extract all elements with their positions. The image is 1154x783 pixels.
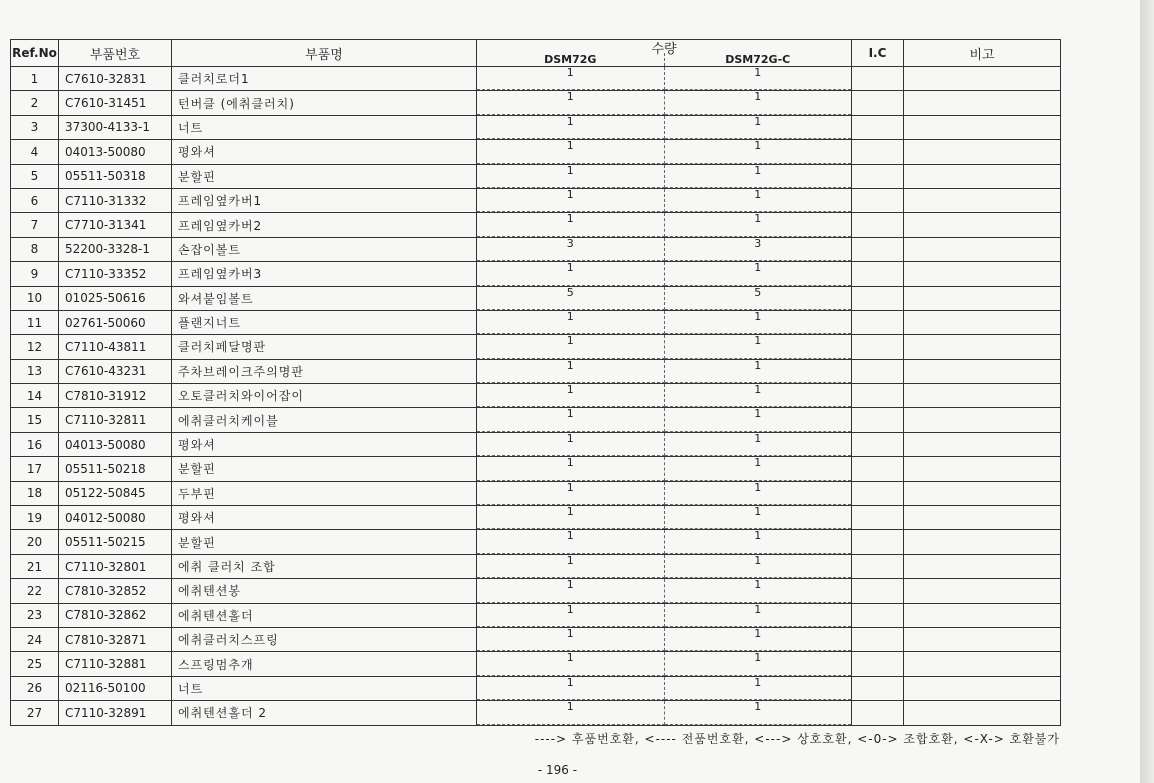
ref-number: 2	[11, 91, 59, 115]
table-row	[11, 359, 1061, 383]
remarks-cell	[904, 164, 1061, 188]
ic-cell	[852, 676, 904, 700]
part-name: 스프링멈추개	[172, 652, 477, 676]
qty-dsm72g-c: 1	[665, 604, 852, 627]
qty-dsm72g-c: 1	[665, 262, 852, 285]
remarks-cell	[904, 286, 1061, 310]
table-row	[11, 603, 1061, 627]
part-number: C7610-31451	[59, 91, 172, 115]
ref-number: 5	[11, 164, 59, 188]
table-row	[11, 164, 1061, 188]
ic-cell	[852, 627, 904, 651]
qty-dsm72g: 1	[477, 262, 665, 285]
header-part-name: 부품명	[172, 40, 477, 67]
remarks-cell	[904, 579, 1061, 603]
qty-dsm72g: 1	[477, 457, 665, 480]
qty-dsm72g: 1	[477, 165, 665, 188]
qty-dsm72g-c: 1	[665, 628, 852, 651]
part-name: 분할핀	[172, 164, 477, 188]
part-number: 37300-4133-1	[59, 115, 172, 139]
remarks-cell	[904, 481, 1061, 505]
qty-dsm72g-c: 1	[665, 335, 852, 358]
qty-dsm72g: 1	[477, 67, 665, 90]
ref-number: 4	[11, 140, 59, 164]
ic-cell	[852, 481, 904, 505]
ic-cell	[852, 530, 904, 554]
part-name: 에취텐션홀더	[172, 603, 477, 627]
parts-table-body	[11, 67, 1061, 726]
part-name: 평와셔	[172, 140, 477, 164]
ic-cell	[852, 91, 904, 115]
ref-number: 27	[11, 701, 59, 725]
qty-dsm72g: 1	[477, 360, 665, 383]
ic-cell	[852, 188, 904, 212]
qty-dsm72g: 3	[477, 238, 665, 261]
table-row	[11, 506, 1061, 530]
ref-number: 22	[11, 579, 59, 603]
part-name: 너트	[172, 676, 477, 700]
quantity-cell	[477, 335, 852, 359]
quantity-cell	[477, 676, 852, 700]
table-row	[11, 286, 1061, 310]
ic-cell	[852, 408, 904, 432]
ref-number: 18	[11, 481, 59, 505]
quantity-label: 수량	[651, 42, 677, 57]
part-name: 프레임옆카버1	[172, 188, 477, 212]
remarks-cell	[904, 384, 1061, 408]
part-name: 플랜지너트	[172, 310, 477, 334]
remarks-cell	[904, 188, 1061, 212]
quantity-cell	[477, 701, 852, 725]
part-number: C7110-31332	[59, 188, 172, 212]
quantity-cell	[477, 91, 852, 115]
qty-dsm72g-c: 1	[665, 677, 852, 700]
table-row	[11, 67, 1061, 91]
part-number: C7810-31912	[59, 384, 172, 408]
qty-dsm72g-c: 1	[665, 530, 852, 553]
remarks-cell	[904, 310, 1061, 334]
remarks-cell	[904, 530, 1061, 554]
qty-dsm72g: 1	[477, 433, 665, 456]
header-part-number: 부품번호	[59, 40, 172, 67]
ref-number: 17	[11, 457, 59, 481]
remarks-cell	[904, 91, 1061, 115]
header-model-dsm72g-c: DSM72G-C	[664, 53, 852, 66]
ref-number: 9	[11, 262, 59, 286]
quantity-cell	[477, 627, 852, 651]
part-number: 52200-3328-1	[59, 237, 172, 261]
table-row	[11, 481, 1061, 505]
part-number: C7110-32811	[59, 408, 172, 432]
ref-number: 24	[11, 627, 59, 651]
quantity-cell	[477, 481, 852, 505]
quantity-cell	[477, 506, 852, 530]
table-row	[11, 140, 1061, 164]
quantity-cell	[477, 115, 852, 139]
ref-number: 16	[11, 432, 59, 456]
qty-dsm72g-c: 1	[665, 457, 852, 480]
part-number: C7610-32831	[59, 67, 172, 91]
quantity-cell	[477, 140, 852, 164]
qty-dsm72g-c: 1	[665, 67, 852, 90]
part-number: C7110-32881	[59, 652, 172, 676]
quantity-cell	[477, 384, 852, 408]
qty-dsm72g-c: 1	[665, 116, 852, 139]
qty-dsm72g-c: 1	[665, 652, 852, 675]
ic-cell	[852, 652, 904, 676]
remarks-cell	[904, 701, 1061, 725]
ic-cell	[852, 237, 904, 261]
table-row	[11, 384, 1061, 408]
quantity-cell	[477, 188, 852, 212]
qty-dsm72g: 1	[477, 579, 665, 602]
header-ref-no: Ref.No	[11, 40, 59, 67]
table-row	[11, 262, 1061, 286]
remarks-cell	[904, 676, 1061, 700]
part-number: C7110-43811	[59, 335, 172, 359]
part-number: 04013-50080	[59, 432, 172, 456]
qty-dsm72g-c: 1	[665, 360, 852, 383]
table-row	[11, 652, 1061, 676]
qty-dsm72g: 1	[477, 335, 665, 358]
table-row	[11, 701, 1061, 725]
quantity-cell	[477, 286, 852, 310]
quantity-cell	[477, 457, 852, 481]
quantity-cell	[477, 530, 852, 554]
qty-dsm72g-c: 1	[665, 482, 852, 505]
ref-number: 6	[11, 188, 59, 212]
table-row	[11, 335, 1061, 359]
ic-cell	[852, 164, 904, 188]
table-row	[11, 432, 1061, 456]
quantity-cell	[477, 262, 852, 286]
ic-cell	[852, 213, 904, 237]
ic-cell	[852, 554, 904, 578]
ref-number: 25	[11, 652, 59, 676]
quantity-cell	[477, 554, 852, 578]
remarks-cell	[904, 554, 1061, 578]
table-row	[11, 408, 1061, 432]
qty-dsm72g: 1	[477, 189, 665, 212]
part-name: 평와셔	[172, 506, 477, 530]
qty-dsm72g-c: 5	[665, 287, 852, 310]
quantity-cell	[477, 579, 852, 603]
ic-cell	[852, 384, 904, 408]
ic-cell	[852, 506, 904, 530]
qty-dsm72g-c: 1	[665, 579, 852, 602]
quantity-cell	[477, 603, 852, 627]
table-row	[11, 457, 1061, 481]
quantity-cell	[477, 652, 852, 676]
remarks-cell	[904, 335, 1061, 359]
ic-cell	[852, 457, 904, 481]
part-name: 클러치페달명판	[172, 335, 477, 359]
qty-dsm72g: 1	[477, 701, 665, 724]
part-number: 02761-50060	[59, 310, 172, 334]
ic-cell	[852, 701, 904, 725]
model-headers	[477, 53, 851, 66]
qty-dsm72g: 1	[477, 116, 665, 139]
remarks-cell	[904, 627, 1061, 651]
part-number: 02116-50100	[59, 676, 172, 700]
part-name: 평와셔	[172, 432, 477, 456]
page-edge-shadow	[1140, 0, 1154, 783]
qty-dsm72g: 1	[477, 213, 665, 236]
remarks-cell	[904, 237, 1061, 261]
table-row	[11, 237, 1061, 261]
qty-dsm72g-c: 1	[665, 433, 852, 456]
qty-dsm72g: 1	[477, 482, 665, 505]
part-number: 04013-50080	[59, 140, 172, 164]
ic-cell	[852, 603, 904, 627]
remarks-cell	[904, 213, 1061, 237]
part-number: C7710-31341	[59, 213, 172, 237]
qty-dsm72g-c: 1	[665, 189, 852, 212]
ic-cell	[852, 67, 904, 91]
qty-dsm72g: 1	[477, 530, 665, 553]
part-number: C7110-33352	[59, 262, 172, 286]
ic-cell	[852, 115, 904, 139]
part-number: C7110-32801	[59, 554, 172, 578]
quantity-cell	[477, 237, 852, 261]
part-name: 에취텐션봉	[172, 579, 477, 603]
table-row	[11, 579, 1061, 603]
part-name: 에취클러치케이블	[172, 408, 477, 432]
part-name: 프레임옆카버3	[172, 262, 477, 286]
part-number: 05511-50318	[59, 164, 172, 188]
qty-dsm72g: 1	[477, 555, 665, 578]
qty-dsm72g-c: 3	[665, 238, 852, 261]
quantity-cell	[477, 67, 852, 91]
ref-number: 20	[11, 530, 59, 554]
table-row	[11, 91, 1061, 115]
ic-cell	[852, 262, 904, 286]
remarks-cell	[904, 603, 1061, 627]
part-number: 05122-50845	[59, 481, 172, 505]
part-name: 와셔붙임볼트	[172, 286, 477, 310]
part-name: 분할핀	[172, 457, 477, 481]
remarks-cell	[904, 359, 1061, 383]
header-ic: I.C	[852, 40, 904, 67]
qty-dsm72g-c: 1	[665, 506, 852, 529]
ref-number: 13	[11, 359, 59, 383]
header-model-dsm72g: DSM72G	[544, 53, 597, 66]
ic-cell	[852, 579, 904, 603]
qty-dsm72g: 1	[477, 677, 665, 700]
table-row	[11, 188, 1061, 212]
remarks-cell	[904, 408, 1061, 432]
part-name: 턴버클 (에취클러치)	[172, 91, 477, 115]
header-quantity	[477, 40, 852, 67]
ref-number: 10	[11, 286, 59, 310]
ref-number: 23	[11, 603, 59, 627]
quantity-cell	[477, 408, 852, 432]
part-number: 05511-50215	[59, 530, 172, 554]
qty-dsm72g: 1	[477, 652, 665, 675]
part-name: 에취 클러치 조합	[172, 554, 477, 578]
qty-dsm72g-c: 1	[665, 555, 852, 578]
header-remarks: 비고	[904, 40, 1061, 67]
qty-dsm72g: 1	[477, 384, 665, 407]
quantity-cell	[477, 164, 852, 188]
page-number: - 196 -	[537, 763, 578, 777]
ref-number: 1	[11, 67, 59, 91]
qty-dsm72g-c: 1	[665, 701, 852, 724]
table-row	[11, 530, 1061, 554]
ref-number: 7	[11, 213, 59, 237]
remarks-cell	[904, 506, 1061, 530]
part-number: C7810-32871	[59, 627, 172, 651]
part-number: 04012-50080	[59, 506, 172, 530]
part-name: 분할핀	[172, 530, 477, 554]
part-name: 프레임옆카버2	[172, 213, 477, 237]
quantity-cell	[477, 359, 852, 383]
part-name: 오토클러치와이어잡이	[172, 384, 477, 408]
ic-cell	[852, 335, 904, 359]
parts-table	[10, 39, 1061, 726]
part-name: 손잡이볼트	[172, 237, 477, 261]
ref-number: 14	[11, 384, 59, 408]
qty-dsm72g-c: 1	[665, 140, 852, 163]
table-row	[11, 115, 1061, 139]
remarks-cell	[904, 457, 1061, 481]
ref-number: 12	[11, 335, 59, 359]
ic-cell	[852, 432, 904, 456]
qty-dsm72g: 1	[477, 506, 665, 529]
part-name: 클러치로더1	[172, 67, 477, 91]
table-row	[11, 627, 1061, 651]
part-number: C7610-43231	[59, 359, 172, 383]
qty-dsm72g-c: 1	[665, 91, 852, 114]
ref-number: 11	[11, 310, 59, 334]
qty-dsm72g: 5	[477, 287, 665, 310]
part-name: 주차브레이크주의명판	[172, 359, 477, 383]
ic-cell	[852, 359, 904, 383]
ic-cell	[852, 286, 904, 310]
quantity-cell	[477, 432, 852, 456]
part-name: 에취클러치스프링	[172, 627, 477, 651]
ref-number: 3	[11, 115, 59, 139]
remarks-cell	[904, 140, 1061, 164]
table-row	[11, 554, 1061, 578]
remarks-cell	[904, 67, 1061, 91]
qty-dsm72g: 1	[477, 311, 665, 334]
part-number: C7810-32852	[59, 579, 172, 603]
qty-dsm72g-c: 1	[665, 384, 852, 407]
qty-dsm72g: 1	[477, 408, 665, 431]
ref-number: 21	[11, 554, 59, 578]
remarks-cell	[904, 115, 1061, 139]
ref-number: 19	[11, 506, 59, 530]
ref-number: 26	[11, 676, 59, 700]
qty-dsm72g: 1	[477, 604, 665, 627]
part-number: 05511-50218	[59, 457, 172, 481]
part-name: 두부핀	[172, 481, 477, 505]
part-number: 01025-50616	[59, 286, 172, 310]
table-row	[11, 676, 1061, 700]
qty-dsm72g: 1	[477, 140, 665, 163]
ref-number: 15	[11, 408, 59, 432]
qty-dsm72g: 1	[477, 91, 665, 114]
table-row	[11, 213, 1061, 237]
remarks-cell	[904, 262, 1061, 286]
quantity-cell	[477, 213, 852, 237]
remarks-cell	[904, 652, 1061, 676]
remarks-cell	[904, 432, 1061, 456]
part-number: C7810-32862	[59, 603, 172, 627]
qty-dsm72g: 1	[477, 628, 665, 651]
qty-dsm72g-c: 1	[665, 165, 852, 188]
quantity-cell	[477, 310, 852, 334]
table-row	[11, 310, 1061, 334]
part-name: 에취텐션홀더 2	[172, 701, 477, 725]
qty-dsm72g-c: 1	[665, 213, 852, 236]
qty-dsm72g-c: 1	[665, 311, 852, 334]
ic-cell	[852, 310, 904, 334]
qty-dsm72g-c: 1	[665, 408, 852, 431]
table-header-row	[11, 40, 1061, 67]
ref-number: 8	[11, 237, 59, 261]
ic-cell	[852, 140, 904, 164]
part-number: C7110-32891	[59, 701, 172, 725]
part-name: 너트	[172, 115, 477, 139]
interchange-legend: ----> 후품번호환, <---- 전품번호환, <---> 상호호환, <-0-> 조합호환, <-X-> 호환불가	[534, 732, 1060, 746]
